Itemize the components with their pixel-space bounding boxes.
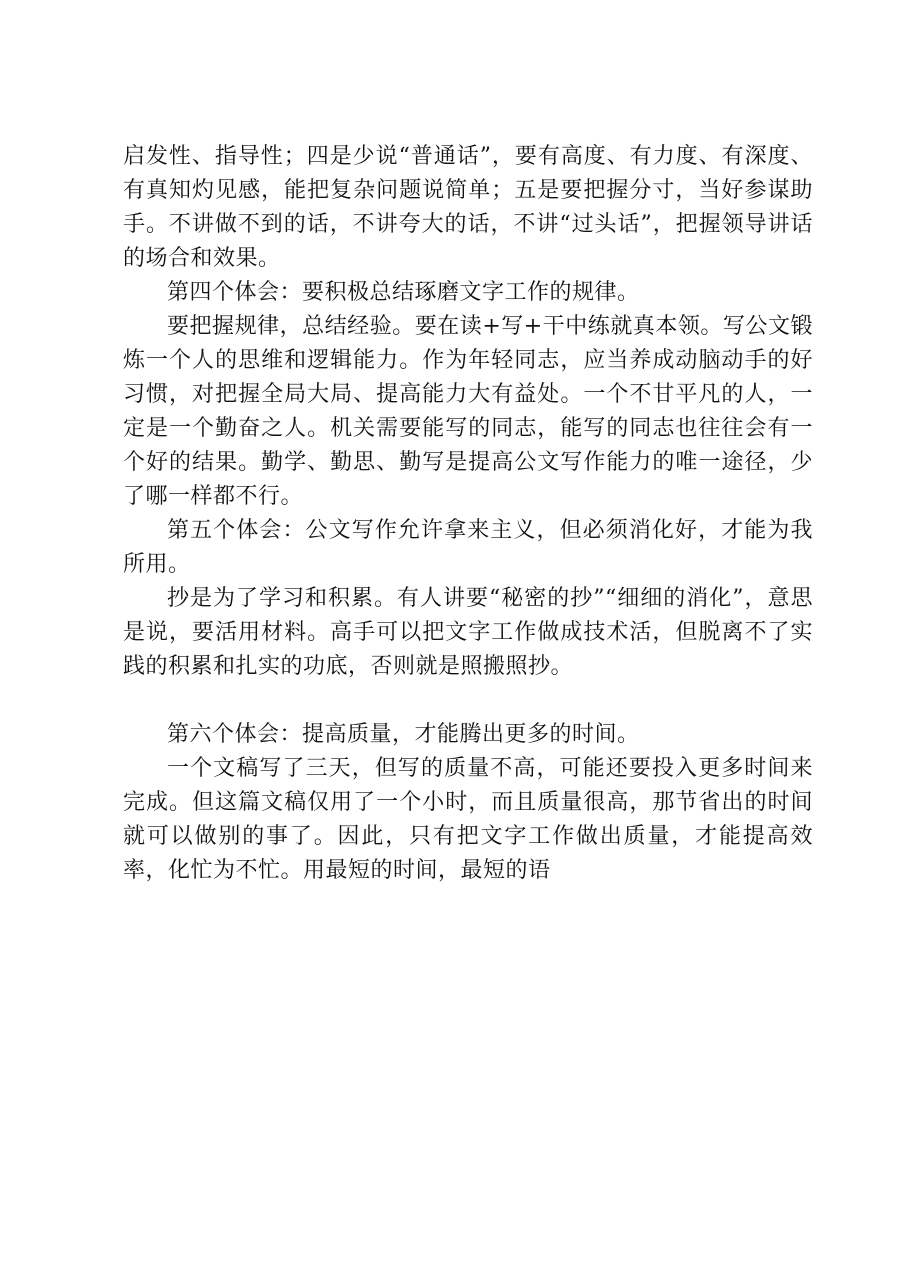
paragraph-fifth-insight: 抄是为了学习和积累。有人讲要“秘密的抄”“细细的消化”，意思是说，要活用材料。高手可以把文字工作做成技术活，但脱离不了实践的积累和扎实的功底，否则就是照搬照抄。 (123, 586, 813, 679)
heading-fifth-insight: 第五个体会：公文写作允许拿来主义，但必须消化好，才能为我所用。 (123, 518, 813, 577)
heading-sixth-insight: 第六个体会：提高质量，才能腾出更多的时间。 (167, 722, 640, 747)
paragraph-continuation: 启发性、指导性；四是少说“普通话”，要有高度、有力度、有深度、有真知灼见感，能把复杂问题说简单；五是要把握分寸，当好参谋助手。不讲做不到的话，不讲夸大的话，不讲“过头话”，把握领导讲话的场合和效果。 (123, 144, 813, 271)
paragraph-sixth-insight: 一个文稿写了三天，但写的质量不高，可能还要投入更多时间来完成。但这篇文稿仅用了一个小时，而且质量很高，那节省出的时间就可以做别的事了。因此，只有把文字工作做出质量，才能提高效率，化忙为不忙。用最短的时间，最短的语 (123, 756, 813, 883)
paragraph-fourth-insight: 要把握规律，总结经验。要在读+写+干中练就真本领。写公文锻炼一个人的思维和逻辑能力。作为年轻同志，应当养成动脑动手的好习惯，对把握全局大局、提高能力大有益处。一个不甘平凡的人，一定是一个勤奋之人。机关需要能写的同志，能写的同志也往往会有一个好的结果。勤学、勤思、勤写是提高公文写作能力的唯一途径，少了哪一样都不行。 (123, 314, 813, 509)
heading-fourth-insight: 第四个体会：要积极总结琢磨文字工作的规律。 (167, 280, 640, 305)
document-body (123, 140, 813, 888)
